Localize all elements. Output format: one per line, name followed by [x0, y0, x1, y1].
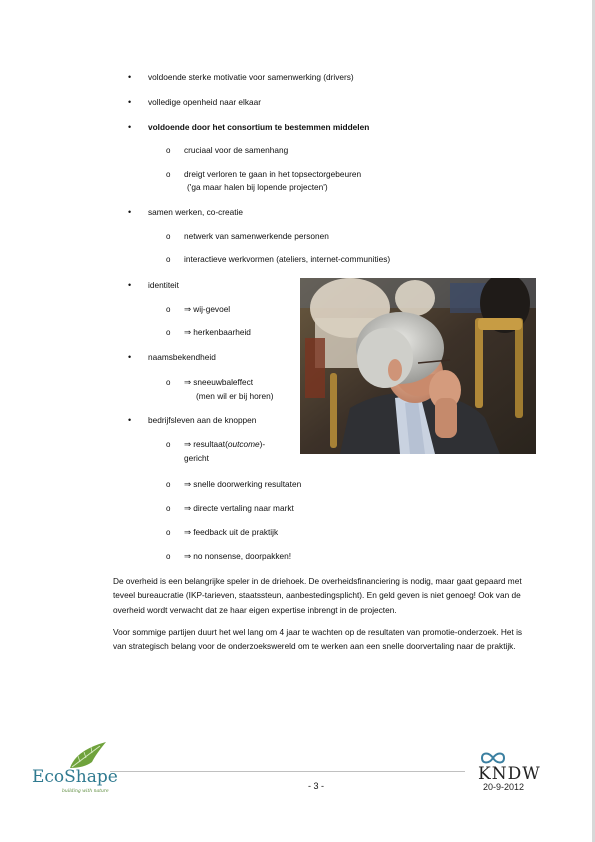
page-number: - 3 -: [308, 781, 325, 791]
paragraph-research: Voor sommige partijen duurt het wel lang om 4 jaar te wachten op de resultaten van promotie-onderzoek. Het is van strategisch belang voor de onderzoekswereld om te werken aan een snelle doorvertaling naar de praktijk.: [113, 627, 523, 652]
sub-list-item: interactieve werkvormen (ateliers, internet-communities): [184, 254, 391, 264]
sub-bullet-symbol: o: [166, 170, 171, 179]
infinity-icon: [480, 752, 506, 764]
footer-divider: [110, 771, 465, 772]
list-item: bedrijfsleven aan de knoppen: [148, 415, 257, 425]
sub-list-item: dreigt verloren te gaan in het topsectorgebeuren: [184, 169, 362, 179]
kndw-wordmark: KNDW: [478, 764, 541, 784]
sub-list-item: netwerk van samenwerkende personen: [184, 231, 329, 241]
list-item: voldoende door het consortium te bestemmen middelen: [148, 122, 370, 132]
list-item: volledige openheid naar elkaar: [148, 97, 262, 107]
sub-bullet-symbol: o: [166, 146, 171, 155]
sub-bullet-symbol: o: [166, 552, 171, 561]
sub-bullet-symbol: o: [166, 232, 171, 241]
sub-list-item-continuation: ('ga maar halen bij lopende projecten'): [187, 182, 328, 192]
sub-list-item-continuation: (men wil er bij horen): [196, 391, 274, 401]
sub-list-item: ⇒ snelle doorwerking resultaten: [184, 479, 302, 489]
ecoshape-tagline: building with nature: [62, 789, 109, 794]
sub-list-item: ⇒ feedback uit de praktijk: [184, 527, 279, 537]
sub-list-item: ⇒ wij-gevoel: [184, 304, 231, 314]
sub-list-item: cruciaal voor de samenhang: [184, 145, 289, 155]
list-item: samen werken, co-creatie: [148, 207, 243, 217]
sub-list-item-part: ⇒ resultaat(: [184, 439, 228, 449]
list-item: voldoende sterke motivatie voor samenwerking (drivers): [148, 72, 354, 82]
sub-list-item-part: )-: [259, 439, 266, 449]
sub-bullet-symbol: o: [166, 440, 171, 449]
photo-man-at-conference: [300, 278, 536, 454]
list-item: naamsbekendheid: [148, 352, 216, 362]
ecoshape-wordmark: EcoShape: [32, 767, 118, 787]
bullet-symbol: •: [128, 122, 132, 132]
bullet-symbol: •: [128, 280, 132, 290]
sub-bullet-symbol: o: [166, 255, 171, 264]
sub-bullet-symbol: o: [166, 528, 171, 537]
sub-list-item-continuation: gericht: [184, 453, 209, 463]
sub-bullet-symbol: o: [166, 480, 171, 489]
sub-list-item: [184, 439, 265, 450]
list-item: identiteit: [148, 280, 179, 290]
bullet-symbol: •: [128, 72, 132, 82]
sub-list-item: ⇒ herkenbaarheid: [184, 327, 251, 337]
leaf-icon: [66, 740, 108, 770]
bullet-symbol: •: [128, 207, 132, 217]
sub-bullet-symbol: o: [166, 305, 171, 314]
sub-list-item-italic: outcome: [227, 439, 260, 449]
bullet-symbol: •: [128, 415, 132, 425]
paragraph-government: De overheid is een belangrijke speler in de driehoek. De overheidsfinanciering is nodig, maar gaat gepaard met teveel bureaucratie (IKP-tarieven, staatssteun, aanbestedingsplicht). En geld geven is niet genoeg! Ook van de overheid wordt verwacht dat ze haar eigen expertise inbrengt in de projecten.: [113, 576, 522, 615]
sub-list-item: ⇒ directe vertaling naar markt: [184, 503, 294, 513]
sub-bullet-symbol: o: [166, 504, 171, 513]
bullet-symbol: •: [128, 352, 132, 362]
sub-list-item: ⇒ no nonsense, doorpakken!: [184, 551, 292, 561]
sub-list-item: ⇒ sneeuwbaleffect: [184, 377, 254, 387]
sub-bullet-symbol: o: [166, 378, 171, 387]
sub-bullet-symbol: o: [166, 328, 171, 337]
bullet-symbol: •: [128, 97, 132, 107]
document-date: 20-9-2012: [483, 782, 525, 792]
